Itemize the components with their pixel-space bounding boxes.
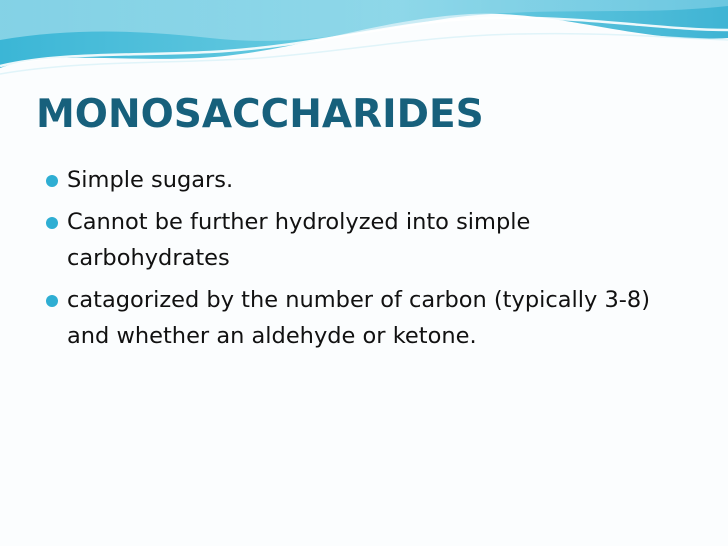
bullet-dot-icon	[46, 175, 58, 187]
header-wave-decoration	[0, 0, 728, 80]
bullet-dot-icon	[46, 295, 58, 307]
slide-title: MONOSACCHARIDES	[36, 92, 484, 137]
bullet-item	[46, 162, 666, 198]
bullet-list	[46, 162, 666, 360]
bullet-text: Simple sugars.	[67, 167, 234, 193]
bullet-item	[46, 282, 666, 354]
bullet-dot-icon	[46, 217, 58, 229]
bullet-item	[46, 204, 666, 276]
bullet-text: catagorized by the number of carbon (typically 3-8) and whether an aldehyde or ketone.	[67, 287, 651, 349]
bullet-text: Cannot be further hydrolyzed into simple carbohydrates	[67, 209, 531, 271]
